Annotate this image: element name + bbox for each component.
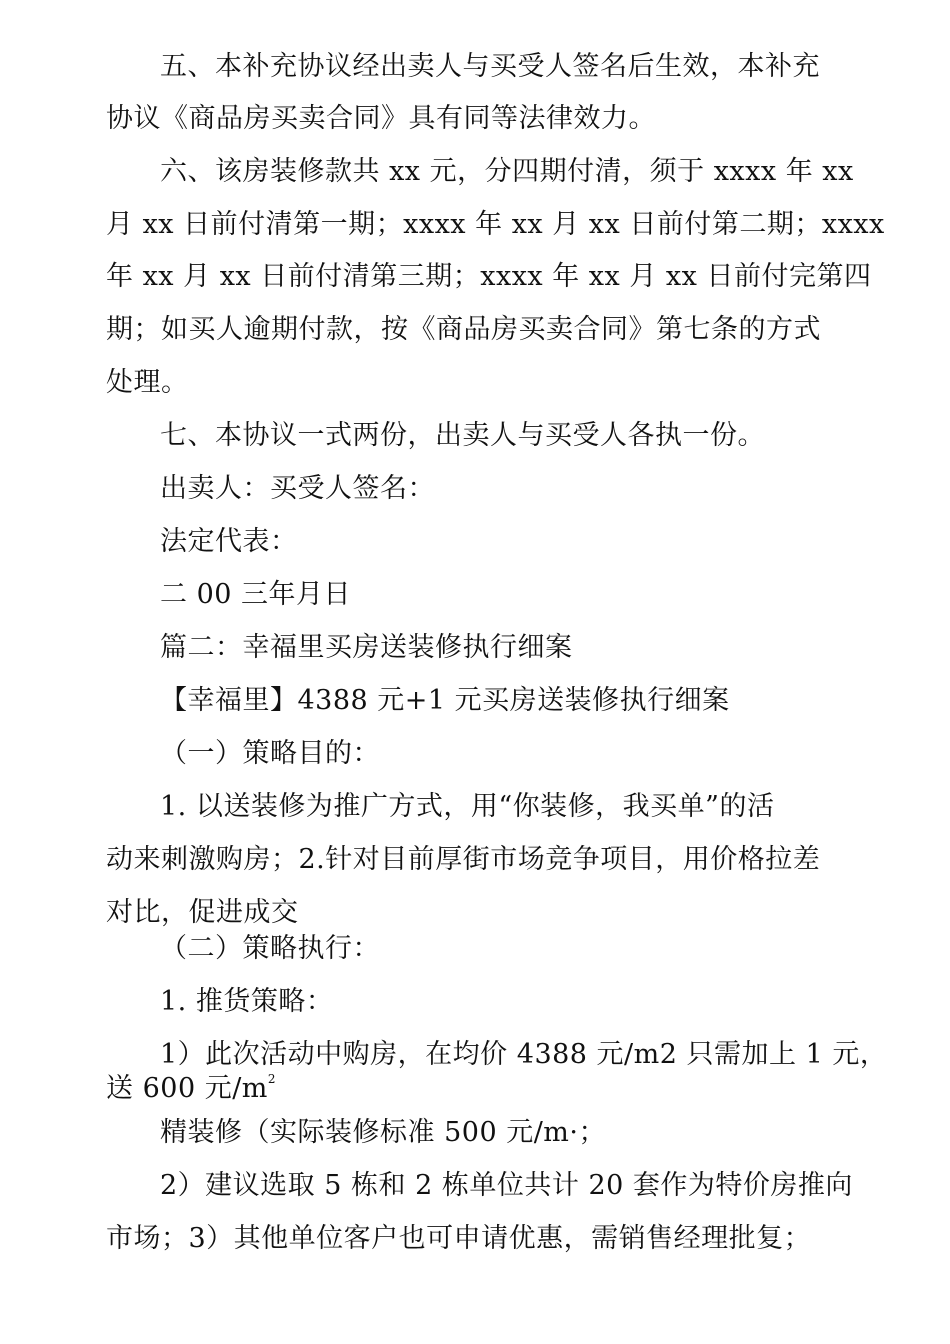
paragraph-line: 协议《商品房买卖合同》具有同等法律效力。 [106,103,656,134]
paragraph-line: 月 xx 日前付清第一期；xxxx 年 xx 月 xx 日前付第二期；xxxx [106,209,885,240]
paragraph-line: 市场；3）其他单位客户也可申请优惠，需销售经理批复； [106,1223,812,1254]
paragraph-line: 动来刺激购房；2.针对目前厚街市场竞争项目，用价格拉差 [106,844,821,875]
paragraph-line: 处理。 [106,367,189,398]
paragraph-line: 精装修（实际装修标准 500 元/m·； [160,1117,606,1148]
paragraph-text: 送 600 元/m [106,1073,268,1104]
paragraph-line: 期；如买人逾期付款，按《商品房买卖合同》第七条的方式 [106,314,821,345]
paragraph-line: 年 xx 月 xx 日前付清第三期；xxxx 年 xx 月 xx 日前付完第四 [106,261,872,292]
paragraph-line: 五、本补充协议经出卖人与买受人签名后生效，本补充 [160,51,820,82]
section-heading: 篇二：幸福里买房送装修执行细案 [160,632,573,663]
paragraph-line: 六、该房装修款共 xx 元，分四期付清，须于 xxxx 年 xx [160,156,854,187]
paragraph-line: 2）建议选取 5 栋和 2 栋单位共计 20 套作为特价房推向 [160,1170,853,1201]
paragraph-line: 1）此次活动中购房，在均价 4388 元/m2 只需加上 1 元， [160,1039,888,1070]
list-item: 1. 推货策略： [160,986,334,1017]
subsection-heading: （二）策略执行： [160,933,380,964]
paragraph-line: 七、本协议一式两份，出卖人与买受人各执一份。 [160,420,765,451]
date-line: 二 00 三年月日 [160,579,352,610]
superscript-2: 2 [267,1072,277,1086]
signature-line-seller: 出卖人：买受人签名： [160,473,435,504]
paragraph-line [106,1072,276,1110]
list-item: 1. 以送装修为推广方式，用“你装修，我买单”的活 [160,791,775,822]
plan-title: 【幸福里】4388 元+1 元买房送装修执行细案 [160,685,730,716]
paragraph-line: 对比，促进成交 [106,897,299,928]
signature-line-representative: 法定代表： [160,526,298,557]
subsection-heading: （一）策略目的： [160,738,380,769]
